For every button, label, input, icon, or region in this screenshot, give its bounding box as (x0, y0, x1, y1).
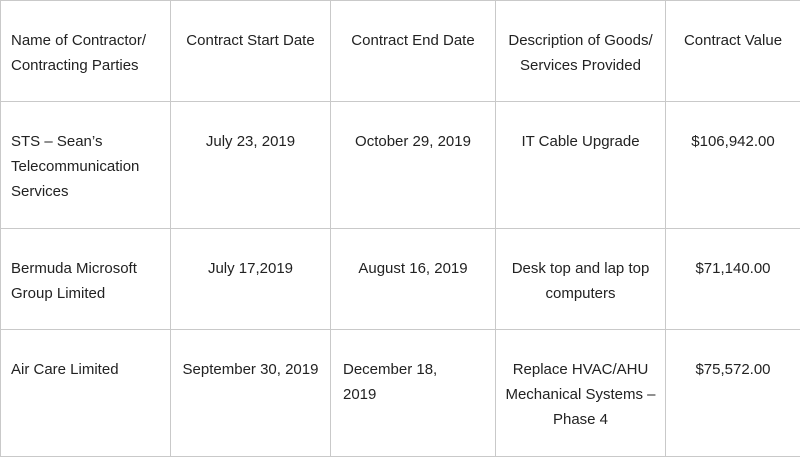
cell-contractor-name (1, 229, 171, 330)
cell-start-date (171, 229, 331, 330)
header-start-date-text: Contract Start Date (186, 32, 314, 49)
cell-contract-value (666, 229, 800, 330)
header-description (496, 1, 666, 102)
cell-description (496, 330, 666, 457)
end-date-text: October 29, 2019 (355, 133, 471, 150)
contractor-name-text: Bermuda Microsoft Group Limited (11, 260, 137, 302)
cell-description (496, 102, 666, 229)
header-start-date (171, 1, 331, 102)
start-date-text: July 17,2019 (208, 260, 293, 277)
cell-start-date (171, 330, 331, 457)
cell-end-date (331, 330, 496, 457)
start-date-text: September 30, 2019 (183, 361, 319, 378)
cell-contractor-name (1, 102, 171, 229)
header-end-date-text: Contract End Date (351, 32, 474, 49)
cell-contract-value (666, 330, 800, 457)
header-end-date (331, 1, 496, 102)
table-row (1, 102, 800, 229)
header-contractor-name (1, 1, 171, 102)
end-date-text: December 18, 2019 (343, 361, 437, 403)
header-contract-value-text: Contract Value (684, 32, 782, 49)
header-contractor-name-text: Name of Contractor/ Contracting Parties (11, 32, 146, 74)
cell-contract-value (666, 102, 800, 229)
description-text: Replace HVAC/AHU Mechanical Systems – Phase 4 (505, 361, 655, 428)
description-text: IT Cable Upgrade (521, 133, 639, 150)
contract-value-text: $71,140.00 (695, 260, 770, 277)
cell-contractor-name (1, 330, 171, 457)
cell-end-date (331, 102, 496, 229)
end-date-text: August 16, 2019 (358, 260, 467, 277)
start-date-text: July 23, 2019 (206, 133, 295, 150)
header-contract-value (666, 1, 800, 102)
header-description-text: Description of Goods/ Services Provided (508, 32, 652, 74)
contract-value-text: $106,942.00 (691, 133, 774, 150)
table-header-row (1, 1, 800, 102)
table-row (1, 330, 800, 457)
table-row (1, 229, 800, 330)
cell-end-date (331, 229, 496, 330)
contractor-name-text: Air Care Limited (11, 361, 119, 378)
description-text: Desk top and lap top computers (512, 260, 650, 302)
contract-value-text: $75,572.00 (695, 361, 770, 378)
contractor-name-text: STS – Sean’s Telecommunication Services (11, 133, 139, 200)
cell-start-date (171, 102, 331, 229)
cell-description (496, 229, 666, 330)
